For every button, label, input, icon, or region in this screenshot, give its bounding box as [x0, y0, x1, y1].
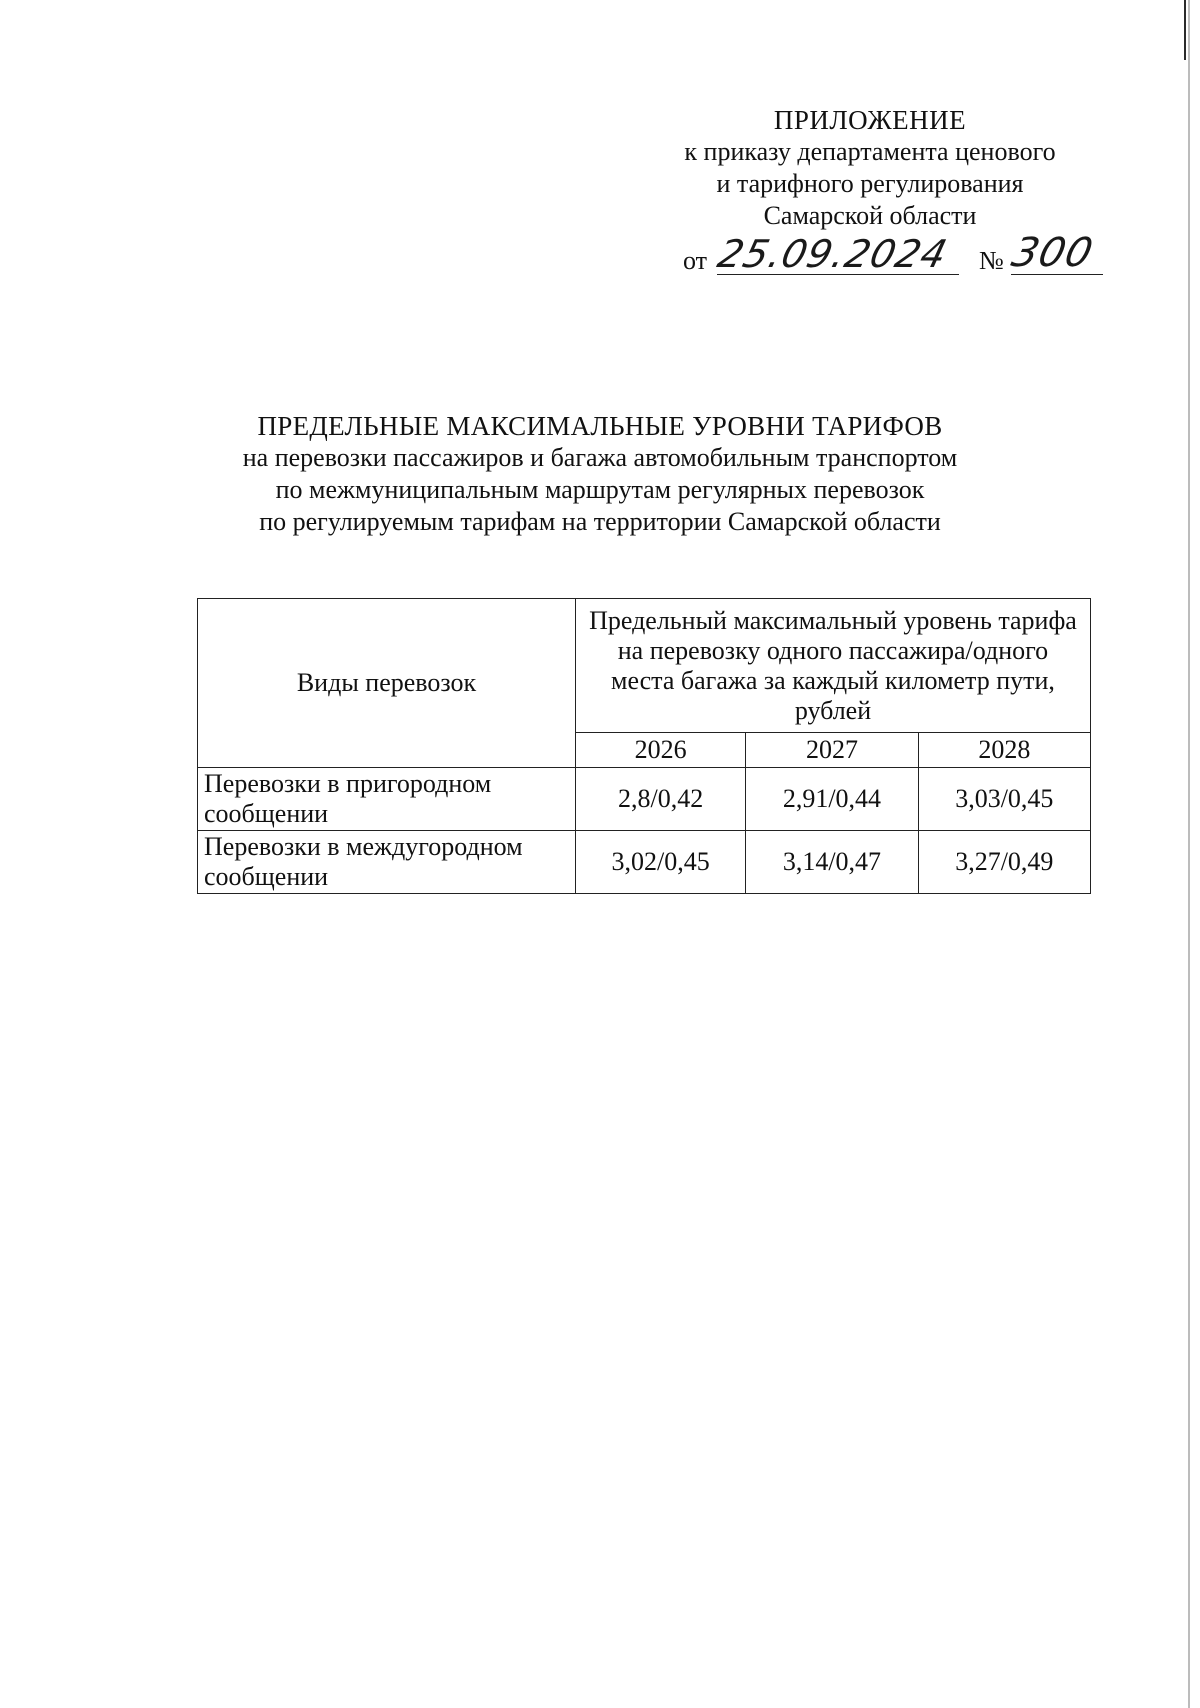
header-transport-type: Виды перевозок [198, 599, 576, 768]
approval-line: к приказу департамента ценового [684, 137, 1056, 166]
table-row [198, 768, 1091, 831]
header-tariff-level: Предельный максимальный уровень тарифа на перевозку одного пассажира/одного места багажа за каждый километр пути, рублей [575, 599, 1090, 733]
table-header-row [198, 599, 1091, 733]
title-subline: по межмуниципальным маршрутам регулярных перевозок [275, 475, 925, 504]
tariff-value-cell: 3,03/0,45 [918, 768, 1090, 831]
tariff-value-cell: 3,27/0,49 [918, 831, 1090, 894]
title-subline: по регулируемым тарифам на территории Самарской области [259, 507, 941, 536]
tariff-value-cell: 2,8/0,42 [575, 768, 745, 831]
transport-type-cell: Перевозки в пригородном сообщении [198, 768, 576, 831]
tariff-value-cell: 2,91/0,44 [746, 768, 918, 831]
number-label: № [979, 246, 1004, 275]
tariff-table [197, 598, 1091, 894]
approval-heading: ПРИЛОЖЕНИЕ [773, 105, 967, 135]
title-subline: на перевозки пассажиров и багажа автомобильным транспортом [242, 443, 958, 472]
handwritten-date: 25.09.2024 [713, 232, 953, 276]
scan-edge-mark [1184, 0, 1186, 60]
order-date-number-row [683, 230, 1103, 280]
date-prefix: от [683, 246, 708, 275]
handwritten-number: 300 [1007, 230, 1099, 276]
document-title: ПРЕДЕЛЬНЫЕ МАКСИМАЛЬНЫЕ УРОВНИ ТАРИФОВ [257, 411, 943, 441]
header-year: 2026 [575, 733, 745, 768]
document-title-block [150, 410, 1050, 538]
table-row [198, 831, 1091, 894]
approval-line: и тарифного регулирования [716, 169, 1024, 198]
header-year: 2027 [746, 733, 918, 768]
approval-block [640, 104, 1100, 232]
scan-edge [1188, 0, 1190, 1708]
transport-type-cell: Перевозки в междугородном сообщении [198, 831, 576, 894]
tariff-value-cell: 3,02/0,45 [575, 831, 745, 894]
tariff-value-cell: 3,14/0,47 [746, 831, 918, 894]
approval-line: Самарской области [763, 201, 977, 230]
header-year: 2028 [918, 733, 1090, 768]
